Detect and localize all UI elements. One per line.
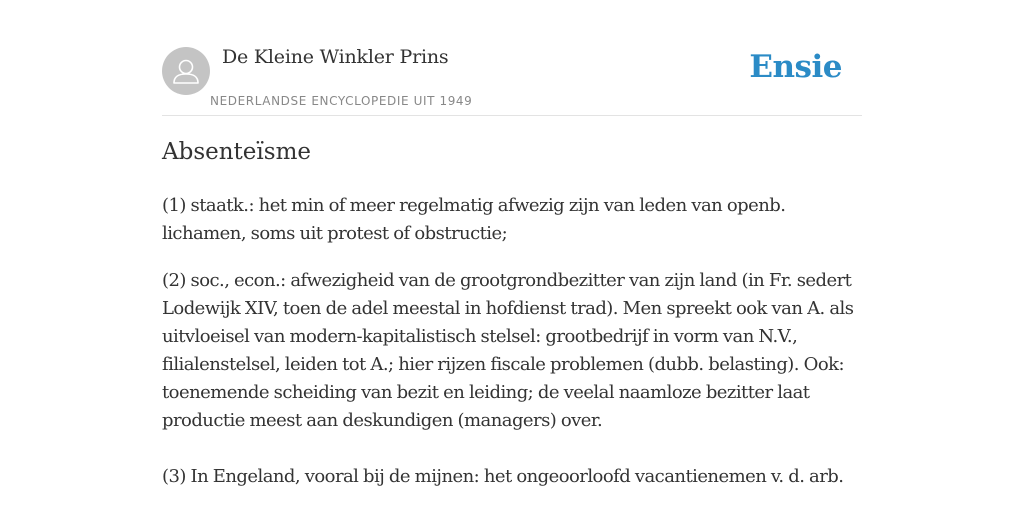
source-title[interactable]: De Kleine Winkler Prins: [222, 46, 449, 68]
entry-paragraph-2: (2) soc., econ.: afwezigheid van de grootgrondbezitter van zijn land (in Fr. sedert Lodewijk XIV, toen de adel meestal in hofdienst trad). Men spreekt ook van A. als uitvloeisel van modern-kapitalistisch stelsel: grootbedrijf in vorm van N.V., filialenstelsel, leiden tot A.; hier rijzen fiscale problemen (dubb. belasting). Ook: toenemende scheiding van bezit en leiding; de veelal naamloze bezitter laat productie meest aan deskundigen (managers) over.: [162, 270, 854, 431]
entry-title: Absenteïsme: [162, 139, 311, 165]
page-container: [162, 0, 862, 487]
user-icon[interactable]: [162, 47, 210, 95]
source-subtitle: NEDERLANDSE ENCYCLOPEDIE UIT 1949: [210, 94, 473, 108]
source-header: [162, 0, 862, 116]
brand-logo[interactable]: Ensie: [749, 49, 842, 85]
entry-paragraph-1: (1) staatk.: het min of meer regelmatig afwezig zijn van leden van openb. lichamen, soms uit protest of obstructie;: [162, 195, 786, 244]
entry-paragraph-3: (3) In Engeland, vooral bij de mijnen: het ongeoorloofd vacantienemen v. d. arb.: [162, 466, 844, 487]
